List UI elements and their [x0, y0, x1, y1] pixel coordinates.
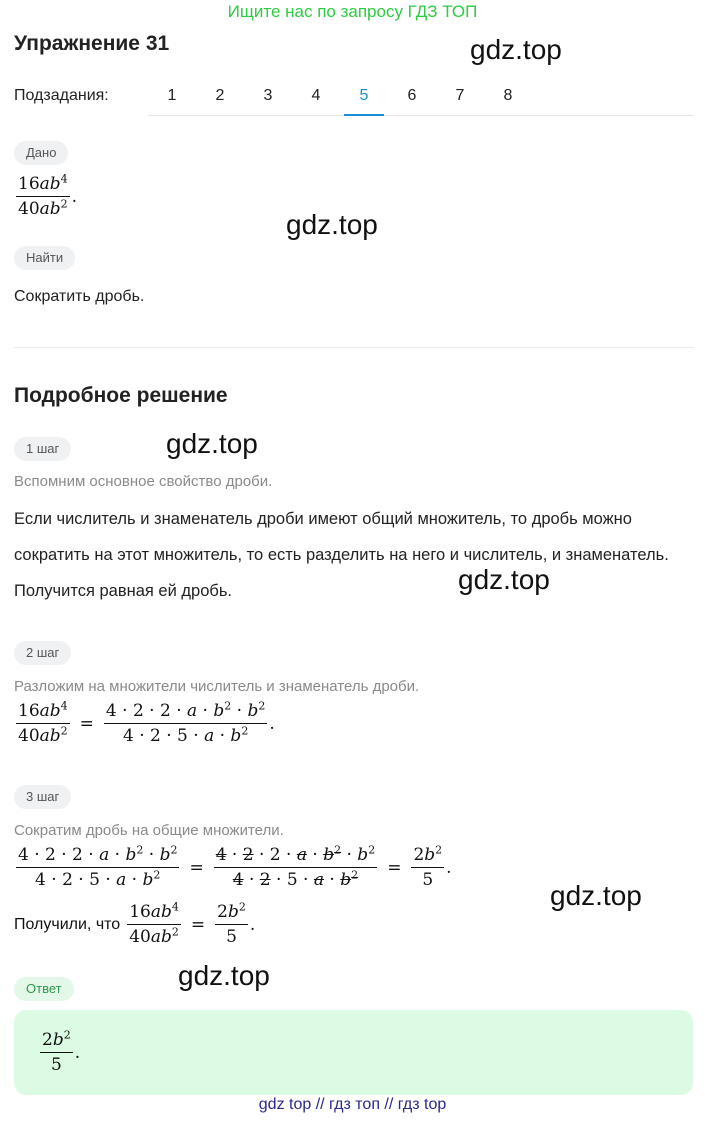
step-2-expression: $\frac{16ab^4}{40ab^2}$ = $\frac{4 \cdot 2 \cdot 2 \cdot a \cdot b^2 \cdot b^2}{4 \cdot 2 \cdot 5 \cdot a \cdot b^2}$ .: [18, 699, 275, 746]
answer-box: [14, 1010, 693, 1095]
given-expression: $\frac{16ab^4}{40ab^2}$ .: [18, 172, 78, 219]
footer-links: gdz top // гдз топ // гдз top: [258, 1096, 447, 1113]
watermark: gdz.top: [470, 34, 562, 65]
given-badge: Дано: [14, 141, 68, 165]
tab-subtask-8[interactable]: 8: [503, 87, 513, 104]
search-banner: Ищите нас по запросу ГДЗ ТОП: [227, 2, 478, 21]
answer-badge: Ответ: [14, 977, 74, 1001]
step-3-result: Получили, что $\frac{16ab^4}{40ab^2}$ = $\frac{2b^2}{5}$ .: [14, 900, 256, 947]
watermark: gdz.top: [178, 960, 270, 991]
tab-subtask-5[interactable]: 5: [340, 84, 388, 116]
section-divider: [14, 347, 694, 348]
solution-title: Подробное решение: [14, 384, 228, 407]
watermark: gdz.top: [286, 209, 378, 240]
subtasks-nav: [14, 84, 694, 116]
subtasks-label: Подзадания:: [14, 87, 109, 104]
tab-subtask-6[interactable]: 6: [407, 87, 417, 104]
answer-expression: $\frac{2b^2}{5}$ .: [42, 1028, 81, 1075]
tab-subtask-4[interactable]: 4: [311, 87, 321, 104]
watermark: gdz.top: [458, 564, 550, 595]
step-3-badge: 3 шаг: [14, 785, 71, 809]
watermark: gdz.top: [550, 880, 642, 911]
tab-subtask-3[interactable]: 3: [263, 87, 273, 104]
step-2-hint: Разложим на множители числитель и знаменатель дроби.: [14, 678, 420, 695]
subtask-tabs: [148, 84, 532, 116]
step-1-badge: 1 шаг: [14, 437, 71, 461]
step-3-hint: Сократим дробь на общие множители.: [14, 822, 284, 839]
result-label: Получили, что: [14, 915, 121, 933]
step-1-hint: Вспомним основное свойство дроби.: [14, 473, 273, 490]
find-badge: Найти: [14, 246, 75, 270]
tab-subtask-2[interactable]: 2: [215, 87, 225, 104]
exercise-title: Упражнение 31: [14, 32, 170, 55]
find-text: Сократить дробь.: [14, 288, 145, 305]
step-1-text: Если числитель и знаменатель дроби имеют общий множитель, то дробь можно сократить на этот множитель, то есть разделить на него и числитель, и знаменатель. Получится равная ей дробь.: [14, 510, 669, 600]
watermark: gdz.top: [166, 428, 258, 459]
tab-subtask-1[interactable]: 1: [167, 87, 177, 104]
tab-subtask-7[interactable]: 7: [455, 87, 465, 104]
step-2-badge: 2 шаг: [14, 641, 71, 665]
step-3-expression: $\frac{4 \cdot 2 \cdot 2 \cdot a \cdot b^2 \cdot b^2}{4 \cdot 2 \cdot 5 \cdot a \cdot b^2}$ = $\frac{4 \cdot 2 \cdot 2 \cdot a \cdot b^2 \cdot b^2}{4 \cdot 2 \cdot 5 \cdot a \cdot b^2}$ = $\frac{2b^2}{5}$ .: [18, 843, 452, 890]
